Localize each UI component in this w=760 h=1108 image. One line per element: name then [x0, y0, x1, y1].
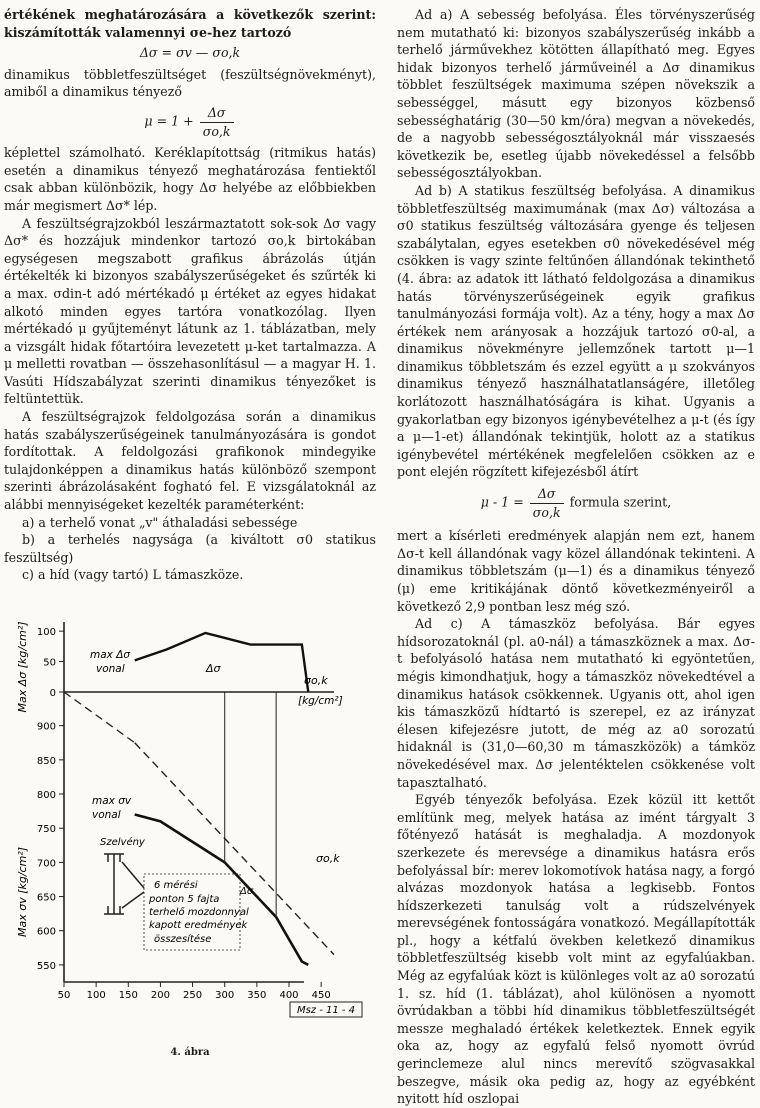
y-tick-label: 50 [43, 657, 56, 669]
x-axis-unit: [kg/cm²] [298, 695, 343, 707]
upper-y-ticks [37, 627, 64, 699]
list-item: c) a híd (vagy tartó) L támaszköze. [22, 567, 244, 583]
fraction-denominator: σo,k [202, 123, 231, 139]
x-tick-label: 400 [279, 990, 299, 1001]
x-tick-label: 250 [183, 990, 203, 1001]
figure-id: Msz - 11 - 4 [296, 1005, 356, 1016]
x-axis-label: σo,k [304, 674, 328, 687]
upper-curve-label: max Δσ [90, 649, 131, 661]
legend-line: ponton 5 fajta [149, 894, 220, 905]
formula-left: μ = 1 + [144, 113, 194, 129]
lower-curve-label: vonal [92, 809, 121, 821]
paragraph: Egyéb tényezők befolyása. Ezek közül itt kettőt említünk meg, melyek hatása az imént tárgyalt 3 főtényező hatását is meghaladja. A mozdonyok szerkezete és merevsége a dinamikus hatásra erős befolyással bír: merev lokomotívok hatása nagy, a forgó alvázas mozdonyok hatása a legkisebb. Fontos hídszerkezeti tanulság volt a rúdszelvények merevségének fontosságára vonatkozó. Megállapították pl., hogy a kétfalú övekben keletkező dinamikus többletfeszültség kisebb volt mint az egyfalúakban. Még az egyfalúak közt is különleges volt az a0 sorozatú 1. sz. híd (1. táblázat), ahol különösen a nyomott övrúdakban a többi híd dinamikus többletfeszültségét messze meghaladó értékek keletkeztek. Ennek egyik oka az, hogy az egyfalú felső nyomott övrúd gerinclemeze alul nincs merevítő szögvasakkal beszegve, másik oka pedig az, hogy az egyébként nyitott híd oszlopai [397, 792, 755, 1107]
y-tick-label: 550 [36, 960, 56, 972]
paragraph: mert a kísérleti eredmények alapján nem ezt, hanem Δσ-t kell állandónak vagy közel állandónak tekinteni. A dinamikus többletszám (μ—1) és a dinamikus tényező (μ) eme kritikájának döntő következményeiről a következő 2,9 pontban lesz még szó. [397, 528, 755, 614]
upper-diagonal [64, 692, 135, 743]
diagonal-label: σo,k [316, 852, 340, 865]
legend-line: kapott eredmények [149, 920, 248, 931]
y-tick-label: 900 [36, 721, 56, 733]
x-tick-label: 150 [118, 990, 138, 1001]
delta-label: Δσ [206, 662, 221, 675]
paragraph: A feszültségrajzokból leszármaztatott sok-sok Δσ vagy Δσ* és hozzájuk mindenkor tartozó σo,k birtokában egységesen megszabott grafikus ábrázolás útján értékelték ki bizonyos szabályszerűségeket és szűrték ki a max. σdin-t adó mértékadó μ értéket az egyes hidakat alkotó minden egyes tartóra vonatkozólag. Ilyen mértékadó μ gyűjteményt látunk az 1. táblázatban, mely a vizsgált hidak főtartóira levezetett μ-ket tartalmazza. A μ melletti rovatban — összehasonlításul — a magyar H. 1. Vasúti Hídszabályzat szerinti dinamikus tényezőket is feltüntettük. [4, 215, 376, 407]
x-tick-label: 200 [150, 990, 170, 1001]
formula: Δσ = σv — σo,k [139, 45, 241, 61]
figure-4 [4, 592, 376, 1062]
paragraph: képlettel számolható. Keréklapítottság (ritmikus hatás) esetén a dinamikus tényező meghatározása fentiektől csak abban különbözik, hogy Δσ helyébe az előbbiekben már megismert Δσ* lép. [4, 145, 376, 213]
legend-line: 6 mérési [154, 880, 198, 891]
fraction-numerator: Δσ [200, 104, 234, 123]
lower-curve-label: max σv [92, 795, 132, 807]
fraction [530, 485, 564, 521]
x-tick-label: 450 [311, 990, 331, 1001]
fraction-denominator: σo,k [532, 504, 561, 520]
legend-line: terhelő mozdonnyal [149, 907, 249, 918]
y-tick-label: 800 [36, 790, 56, 802]
y-tick-label: 650 [36, 892, 56, 904]
fraction-numerator: Δσ [530, 485, 564, 504]
y-tick-label: 100 [36, 627, 56, 639]
formula-left: μ - 1 = [480, 494, 524, 510]
x-tick-label: 350 [247, 990, 267, 1001]
section-label: Szelvény [100, 837, 145, 848]
paragraph: Ad a) A sebesség befolyása. Éles törvényszerűség nem mutatható ki: bizonyos szabályszerűség inkább a terhelő járművekhez kötötten állapítható meg. Egyes hidak bizonyos terhelő járműveinél a Δσ dinamikus többlet feszültségek maximuma szépen növekszik a sebességgel, másutt egy bizonyos közbenső sebességhatárig (30—50 km/óra) megvan a növekedés, de a nagyobb sebességosztályoknál már visszaesés következik be, esetleg újabb növekedéssel a felsőbb sebességosztályokban. [397, 7, 755, 181]
small-delta-label: Δσ [240, 886, 254, 897]
list-item: a) a terhelő vonat „v" áthaladási sebessége [22, 514, 298, 530]
y-tick-label: 600 [36, 926, 56, 938]
list-item: b) a terhelés nagysága (a kiváltott σ0 statikus feszültség) [4, 532, 376, 565]
lower-y-ticks [37, 722, 64, 972]
left-column [4, 6, 376, 584]
figure-chart [4, 592, 376, 1042]
x-tick-label: 100 [86, 990, 106, 1001]
y-tick-label: 750 [36, 824, 56, 836]
x-tick-label: 50 [57, 990, 71, 1001]
cross-section-sketch [104, 854, 144, 914]
upper-curve-label: vonal [96, 663, 125, 675]
max-delta-line [135, 633, 309, 692]
formula [397, 485, 755, 521]
fraction [200, 104, 234, 140]
figure-caption: 4. ábra [170, 1047, 210, 1058]
formula [4, 104, 376, 140]
paragraph: értékének meghatározására a következők szerint: kiszámították valamennyi σe-hez tartozó [4, 7, 376, 40]
right-column [397, 6, 755, 1108]
y-tick-label: 700 [36, 858, 56, 870]
paragraph: dinamikus többletfeszültséget (feszültségnövekményt), amiből a dinamikus tényező [4, 66, 376, 100]
legend-box [144, 874, 249, 950]
paragraph: A feszültségrajzok feldolgozása során a dinamikus hatás szabályszerűségeinek tanulmányozására is gondot fordítottak. A feldolgozási grafikonok mindegyike tulajdonképpen a dinamikus hatás különböző szempont szerinti ábrázolásaként fogható fel. E vizsgálatoknál az alábbi mennyiségeket kezelték paraméterként: [4, 409, 376, 513]
paragraph: Ad c) A támaszköz befolyása. Bár egyes hídsorozatoknál (pl. a0-nál) a támaszköznek a max. Δσ-t befolyásoló hatása nem mutatható ki egyöntetűen, mégis kimondhatjuk, hogy a támaszköz növekedtével a dinamikus hatások csökkennek. Ugyanis ott, ahol igen kis támaszközű hídtartó is szerepel, ez az irányzat élesen kifejezésre jutott, de még az a0 sorozatú hidaknál is (31,0—60,30 m támaszközök) a támköz növekedésével max. Δσ jelentéktelen csökkenése volt tapasztalható. [397, 616, 755, 790]
x-ticks [58, 982, 331, 1001]
paragraph: Ad b) A statikus feszültség befolyása. A dinamikus többletfeszültség maximumának (max Δσ) változása a σ0 statikus feszültség változására gyenge és teljesen szabálytalan, egyes esetekben σ0 növekedésével még csökken is vagy szinte feltűnően állandónak tekinthető (4. ábra: az adatok itt látható feldolgozása a dinamikus hatás törvényszerűségeinek egyik grafikus tanulmányozási formája volt). Az a tény, hogy a max Δσ értékek nem arányosak a hozzájuk tartozó σ0-al, a dinamikus növekményre jellemzőnek tartott μ—1 dinamikus többletszám és ezzel együtt a μ szokványos dinamikus tényező használhatatlanságére, illetőleg korlátozott használhatóságára is kihat. Ugyanis a gyakorlatban egy bizonyos igénybevételhez a μ-t (és így a μ—1-et) állandónak tekintjük, holott az a statikus igénybevétel mértékének megfelelően csökken az e pont elején rögzített kifejezésből átírt [397, 182, 755, 480]
x-tick-label: 300 [215, 990, 235, 1001]
y-tick-label: 850 [36, 755, 56, 767]
y-tick-label: 0 [49, 688, 56, 699]
lower-y-label: Max σv [kg/cm²] [16, 846, 29, 938]
formula-right: formula szerint, [569, 494, 672, 510]
legend-line: összesítése [154, 934, 212, 945]
upper-y-label: Max Δσ [kg/cm²] [16, 621, 29, 713]
